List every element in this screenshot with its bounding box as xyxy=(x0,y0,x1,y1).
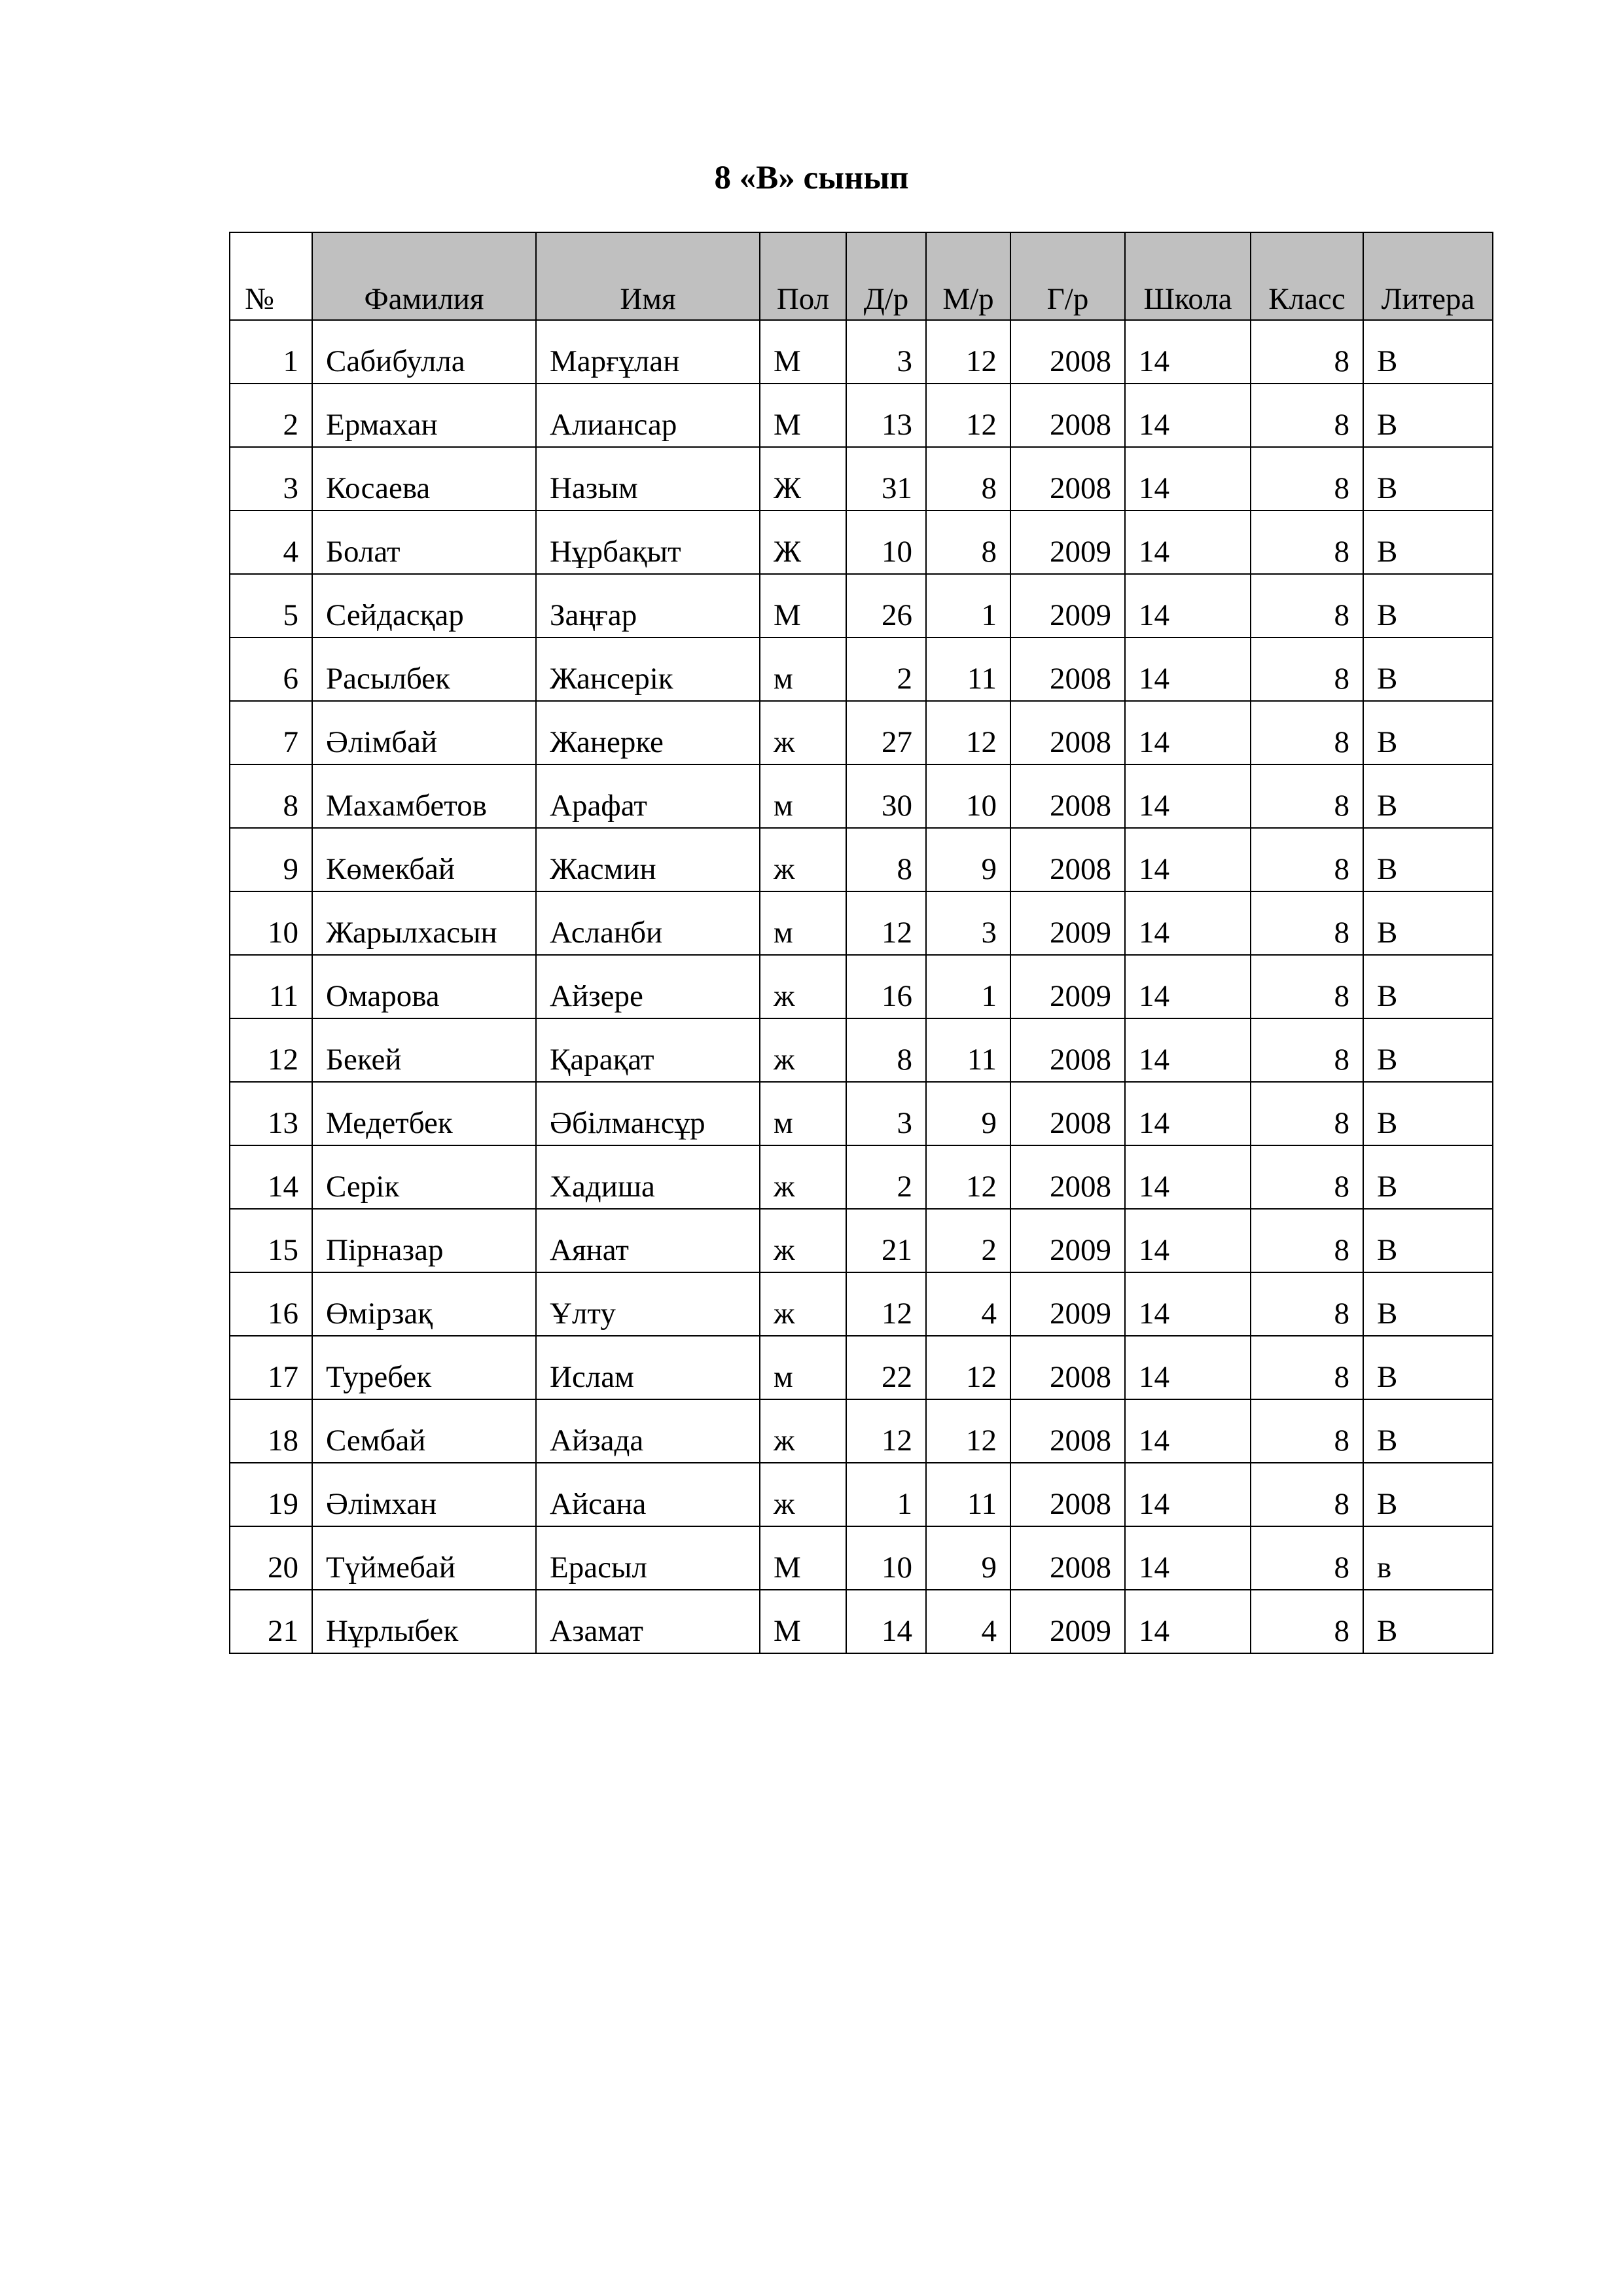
cell-birth-year: 2008 xyxy=(1010,384,1125,447)
header-cell-birth-year: Г/р xyxy=(1010,232,1125,320)
cell-school: 14 xyxy=(1125,1399,1251,1463)
cell-class: 8 xyxy=(1251,1590,1363,1653)
cell-birth-month: 11 xyxy=(926,637,1010,701)
cell-class: 8 xyxy=(1251,955,1363,1018)
cell-birth-year: 2008 xyxy=(1010,701,1125,764)
cell-birth-day: 8 xyxy=(846,1018,926,1082)
cell-class: 8 xyxy=(1251,1209,1363,1272)
table-row xyxy=(230,1145,1493,1209)
cell-letter: В xyxy=(1363,955,1493,1018)
header-cell-birth-month: М/р xyxy=(926,232,1010,320)
cell-school: 14 xyxy=(1125,574,1251,637)
cell-letter: В xyxy=(1363,447,1493,511)
cell-class: 8 xyxy=(1251,574,1363,637)
cell-birth-day: 26 xyxy=(846,574,926,637)
cell-number: 4 xyxy=(230,511,312,574)
cell-name: Алиансар xyxy=(536,384,760,447)
cell-class: 8 xyxy=(1251,1272,1363,1336)
cell-birth-month: 9 xyxy=(926,828,1010,891)
cell-birth-month: 11 xyxy=(926,1018,1010,1082)
cell-class: 8 xyxy=(1251,384,1363,447)
cell-letter: В xyxy=(1363,1209,1493,1272)
cell-birth-day: 16 xyxy=(846,955,926,1018)
cell-name: Асланби xyxy=(536,891,760,955)
cell-birth-day: 21 xyxy=(846,1209,926,1272)
cell-number: 11 xyxy=(230,955,312,1018)
cell-number: 5 xyxy=(230,574,312,637)
cell-name: Заңғар xyxy=(536,574,760,637)
cell-name: Ерасыл xyxy=(536,1526,760,1590)
cell-class: 8 xyxy=(1251,828,1363,891)
cell-birth-month: 2 xyxy=(926,1209,1010,1272)
table-row xyxy=(230,1590,1493,1653)
cell-number: 6 xyxy=(230,637,312,701)
cell-school: 14 xyxy=(1125,1590,1251,1653)
cell-number: 20 xyxy=(230,1526,312,1590)
table-row xyxy=(230,955,1493,1018)
cell-school: 14 xyxy=(1125,1082,1251,1145)
cell-birth-month: 3 xyxy=(926,891,1010,955)
cell-surname: Косаева xyxy=(312,447,536,511)
header-cell-name: Имя xyxy=(536,232,760,320)
table-row xyxy=(230,320,1493,384)
cell-birth-day: 10 xyxy=(846,1526,926,1590)
cell-birth-year: 2008 xyxy=(1010,1399,1125,1463)
cell-birth-month: 4 xyxy=(926,1272,1010,1336)
table-row xyxy=(230,1399,1493,1463)
cell-class: 8 xyxy=(1251,1082,1363,1145)
header-cell-gender: Пол xyxy=(760,232,846,320)
cell-birth-month: 12 xyxy=(926,384,1010,447)
cell-name: Жанерке xyxy=(536,701,760,764)
cell-class: 8 xyxy=(1251,447,1363,511)
cell-gender: ж xyxy=(760,1272,846,1336)
table-row xyxy=(230,511,1493,574)
cell-birth-month: 12 xyxy=(926,1399,1010,1463)
cell-birth-year: 2008 xyxy=(1010,764,1125,828)
cell-birth-year: 2008 xyxy=(1010,637,1125,701)
cell-number: 7 xyxy=(230,701,312,764)
cell-gender: м xyxy=(760,1336,846,1399)
cell-birth-year: 2009 xyxy=(1010,574,1125,637)
cell-birth-month: 11 xyxy=(926,1463,1010,1526)
cell-gender: м xyxy=(760,637,846,701)
cell-surname: Көмекбай xyxy=(312,828,536,891)
cell-surname: Әлімхан xyxy=(312,1463,536,1526)
cell-letter: В xyxy=(1363,320,1493,384)
cell-surname: Сембай xyxy=(312,1399,536,1463)
cell-letter: В xyxy=(1363,891,1493,955)
cell-surname: Пірназар xyxy=(312,1209,536,1272)
cell-class: 8 xyxy=(1251,701,1363,764)
cell-gender: Ж xyxy=(760,511,846,574)
cell-class: 8 xyxy=(1251,1463,1363,1526)
cell-class: 8 xyxy=(1251,891,1363,955)
cell-name: Азамат xyxy=(536,1590,760,1653)
header-cell-school: Школа xyxy=(1125,232,1251,320)
cell-birth-month: 1 xyxy=(926,574,1010,637)
cell-surname: Болат xyxy=(312,511,536,574)
cell-number: 13 xyxy=(230,1082,312,1145)
cell-letter: В xyxy=(1363,1018,1493,1082)
cell-gender: ж xyxy=(760,1209,846,1272)
cell-school: 14 xyxy=(1125,764,1251,828)
cell-birth-day: 10 xyxy=(846,511,926,574)
cell-name: Айсана xyxy=(536,1463,760,1526)
cell-birth-month: 4 xyxy=(926,1590,1010,1653)
cell-letter: В xyxy=(1363,1082,1493,1145)
header-cell-birth-day: Д/р xyxy=(846,232,926,320)
cell-number: 12 xyxy=(230,1018,312,1082)
cell-gender: ж xyxy=(760,1145,846,1209)
cell-birth-day: 2 xyxy=(846,637,926,701)
cell-birth-month: 9 xyxy=(926,1082,1010,1145)
cell-surname: Әлімбай xyxy=(312,701,536,764)
cell-surname: Омарова xyxy=(312,955,536,1018)
cell-birth-year: 2009 xyxy=(1010,891,1125,955)
cell-letter: В xyxy=(1363,1272,1493,1336)
cell-school: 14 xyxy=(1125,1018,1251,1082)
cell-surname: Расылбек xyxy=(312,637,536,701)
cell-surname: Бекей xyxy=(312,1018,536,1082)
cell-letter: В xyxy=(1363,384,1493,447)
cell-school: 14 xyxy=(1125,511,1251,574)
cell-letter: В xyxy=(1363,764,1493,828)
cell-birth-month: 12 xyxy=(926,701,1010,764)
cell-letter: В xyxy=(1363,828,1493,891)
cell-birth-year: 2008 xyxy=(1010,447,1125,511)
cell-gender: м xyxy=(760,764,846,828)
cell-surname: Туребек xyxy=(312,1336,536,1399)
cell-school: 14 xyxy=(1125,1145,1251,1209)
cell-gender: М xyxy=(760,384,846,447)
cell-surname: Махамбетов xyxy=(312,764,536,828)
cell-name: Қарақат xyxy=(536,1018,760,1082)
cell-name: Аянат xyxy=(536,1209,760,1272)
cell-gender: ж xyxy=(760,1018,846,1082)
header-cell-class: Класс xyxy=(1251,232,1363,320)
cell-birth-year: 2008 xyxy=(1010,1526,1125,1590)
cell-birth-year: 2008 xyxy=(1010,1463,1125,1526)
cell-class: 8 xyxy=(1251,1145,1363,1209)
table-row xyxy=(230,764,1493,828)
cell-class: 8 xyxy=(1251,1399,1363,1463)
cell-class: 8 xyxy=(1251,1526,1363,1590)
cell-birth-month: 8 xyxy=(926,447,1010,511)
table-row xyxy=(230,701,1493,764)
cell-school: 14 xyxy=(1125,828,1251,891)
cell-birth-month: 12 xyxy=(926,1336,1010,1399)
cell-birth-month: 12 xyxy=(926,320,1010,384)
cell-birth-year: 2008 xyxy=(1010,320,1125,384)
cell-number: 3 xyxy=(230,447,312,511)
cell-letter: в xyxy=(1363,1526,1493,1590)
cell-letter: В xyxy=(1363,637,1493,701)
table-row xyxy=(230,1209,1493,1272)
cell-number: 16 xyxy=(230,1272,312,1336)
cell-birth-day: 22 xyxy=(846,1336,926,1399)
table-row xyxy=(230,828,1493,891)
cell-letter: В xyxy=(1363,511,1493,574)
cell-birth-day: 2 xyxy=(846,1145,926,1209)
cell-name: Айзада xyxy=(536,1399,760,1463)
table-row xyxy=(230,1082,1493,1145)
cell-class: 8 xyxy=(1251,764,1363,828)
cell-class: 8 xyxy=(1251,320,1363,384)
table-row xyxy=(230,447,1493,511)
cell-birth-day: 27 xyxy=(846,701,926,764)
cell-birth-day: 3 xyxy=(846,320,926,384)
cell-gender: М xyxy=(760,1590,846,1653)
cell-school: 14 xyxy=(1125,1272,1251,1336)
cell-birth-day: 14 xyxy=(846,1590,926,1653)
cell-birth-day: 12 xyxy=(846,1399,926,1463)
table-row xyxy=(230,1463,1493,1526)
cell-name: Назым xyxy=(536,447,760,511)
cell-surname: Өмірзақ xyxy=(312,1272,536,1336)
table-row xyxy=(230,637,1493,701)
cell-school: 14 xyxy=(1125,1209,1251,1272)
cell-surname: Нұрлыбек xyxy=(312,1590,536,1653)
cell-number: 15 xyxy=(230,1209,312,1272)
cell-name: Ислам xyxy=(536,1336,760,1399)
cell-class: 8 xyxy=(1251,1018,1363,1082)
page-title: 8 «В» сынып xyxy=(714,160,909,196)
cell-birth-year: 2008 xyxy=(1010,828,1125,891)
cell-letter: В xyxy=(1363,1336,1493,1399)
cell-gender: ж xyxy=(760,1399,846,1463)
table-header-row xyxy=(230,232,1493,320)
cell-school: 14 xyxy=(1125,955,1251,1018)
cell-class: 8 xyxy=(1251,637,1363,701)
cell-number: 2 xyxy=(230,384,312,447)
cell-surname: Медетбек xyxy=(312,1082,536,1145)
cell-class: 8 xyxy=(1251,511,1363,574)
table-row xyxy=(230,1336,1493,1399)
cell-name: Нұрбақыт xyxy=(536,511,760,574)
cell-letter: В xyxy=(1363,1399,1493,1463)
cell-gender: ж xyxy=(760,1463,846,1526)
cell-birth-day: 1 xyxy=(846,1463,926,1526)
header-cell-surname: Фамилия xyxy=(312,232,536,320)
table-row xyxy=(230,574,1493,637)
cell-name: Жансерік xyxy=(536,637,760,701)
table-row xyxy=(230,891,1493,955)
cell-number: 17 xyxy=(230,1336,312,1399)
cell-school: 14 xyxy=(1125,637,1251,701)
cell-name: Айзере xyxy=(536,955,760,1018)
cell-birth-month: 1 xyxy=(926,955,1010,1018)
cell-name: Хадиша xyxy=(536,1145,760,1209)
cell-birth-year: 2008 xyxy=(1010,1336,1125,1399)
cell-surname: Түймебай xyxy=(312,1526,536,1590)
cell-school: 14 xyxy=(1125,1526,1251,1590)
cell-birth-month: 8 xyxy=(926,511,1010,574)
cell-name: Әбілмансұр xyxy=(536,1082,760,1145)
cell-gender: ж xyxy=(760,701,846,764)
cell-school: 14 xyxy=(1125,701,1251,764)
table-row xyxy=(230,1526,1493,1590)
cell-letter: В xyxy=(1363,1145,1493,1209)
cell-gender: М xyxy=(760,1526,846,1590)
cell-school: 14 xyxy=(1125,320,1251,384)
table-row xyxy=(230,1018,1493,1082)
cell-number: 9 xyxy=(230,828,312,891)
cell-gender: ж xyxy=(760,955,846,1018)
cell-school: 14 xyxy=(1125,447,1251,511)
cell-birth-day: 3 xyxy=(846,1082,926,1145)
cell-number: 14 xyxy=(230,1145,312,1209)
cell-school: 14 xyxy=(1125,1336,1251,1399)
cell-birth-year: 2009 xyxy=(1010,511,1125,574)
table-body xyxy=(230,320,1493,1653)
cell-birth-month: 9 xyxy=(926,1526,1010,1590)
cell-birth-day: 12 xyxy=(846,1272,926,1336)
cell-name: Ұлту xyxy=(536,1272,760,1336)
cell-birth-day: 13 xyxy=(846,384,926,447)
cell-birth-year: 2008 xyxy=(1010,1082,1125,1145)
cell-birth-year: 2008 xyxy=(1010,1145,1125,1209)
cell-birth-year: 2009 xyxy=(1010,1590,1125,1653)
cell-surname: Сабибулла xyxy=(312,320,536,384)
cell-gender: М xyxy=(760,574,846,637)
student-roster-table xyxy=(229,232,1493,1654)
cell-birth-day: 8 xyxy=(846,828,926,891)
cell-gender: М xyxy=(760,320,846,384)
cell-gender: м xyxy=(760,891,846,955)
cell-surname: Жарылхасын xyxy=(312,891,536,955)
cell-birth-month: 12 xyxy=(926,1145,1010,1209)
cell-class: 8 xyxy=(1251,1336,1363,1399)
cell-number: 1 xyxy=(230,320,312,384)
cell-number: 10 xyxy=(230,891,312,955)
cell-number: 8 xyxy=(230,764,312,828)
cell-birth-year: 2009 xyxy=(1010,1272,1125,1336)
cell-birth-day: 31 xyxy=(846,447,926,511)
cell-number: 21 xyxy=(230,1590,312,1653)
cell-gender: Ж xyxy=(760,447,846,511)
cell-letter: В xyxy=(1363,574,1493,637)
header-cell-letter: Литера xyxy=(1363,232,1493,320)
cell-surname: Серік xyxy=(312,1145,536,1209)
header-cell-number: № xyxy=(230,232,312,320)
cell-birth-month: 10 xyxy=(926,764,1010,828)
cell-surname: Ермахан xyxy=(312,384,536,447)
cell-number: 18 xyxy=(230,1399,312,1463)
cell-gender: м xyxy=(760,1082,846,1145)
cell-letter: В xyxy=(1363,1590,1493,1653)
cell-gender: ж xyxy=(760,828,846,891)
table-row xyxy=(230,1272,1493,1336)
cell-school: 14 xyxy=(1125,891,1251,955)
cell-name: Арафат xyxy=(536,764,760,828)
table-row xyxy=(230,384,1493,447)
cell-letter: В xyxy=(1363,1463,1493,1526)
cell-school: 14 xyxy=(1125,384,1251,447)
cell-school: 14 xyxy=(1125,1463,1251,1526)
cell-birth-year: 2009 xyxy=(1010,1209,1125,1272)
cell-number: 19 xyxy=(230,1463,312,1526)
cell-birth-year: 2009 xyxy=(1010,955,1125,1018)
cell-birth-year: 2008 xyxy=(1010,1018,1125,1082)
cell-surname: Сейдасқар xyxy=(312,574,536,637)
cell-birth-day: 30 xyxy=(846,764,926,828)
cell-birth-day: 12 xyxy=(846,891,926,955)
cell-letter: В xyxy=(1363,701,1493,764)
cell-name: Марғұлан xyxy=(536,320,760,384)
cell-name: Жасмин xyxy=(536,828,760,891)
